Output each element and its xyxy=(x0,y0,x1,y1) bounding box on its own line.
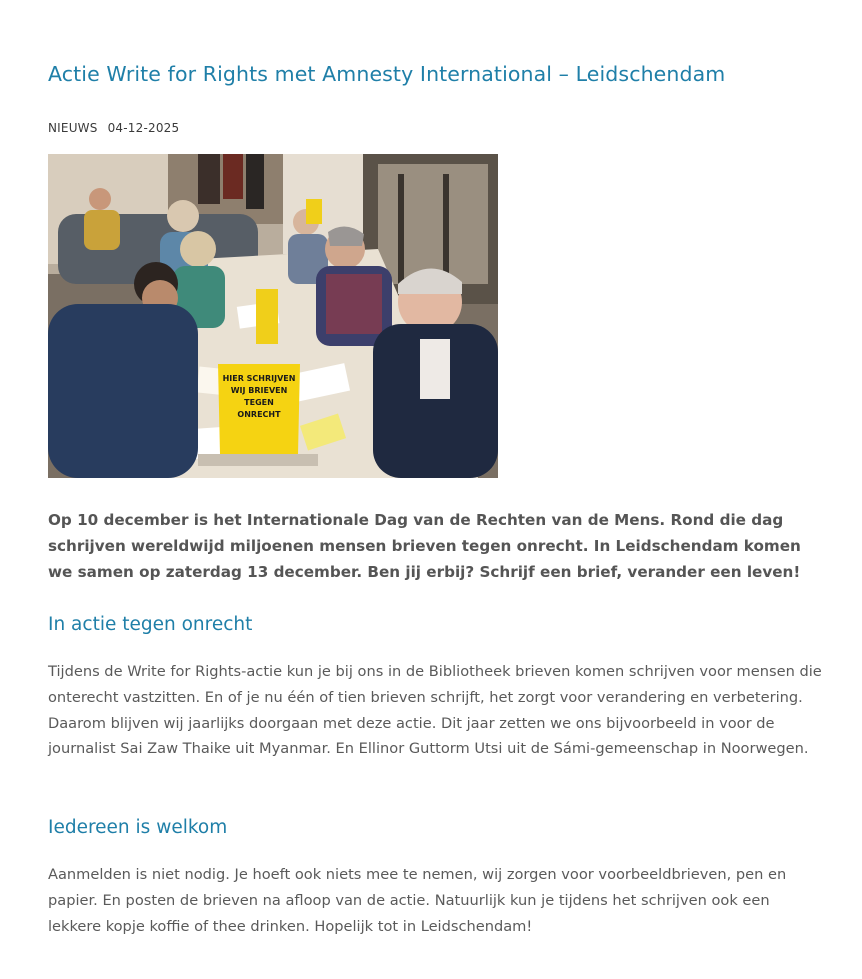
sign-line-2: WIJ BRIEVEN xyxy=(230,386,288,395)
sign-line-3: TEGEN xyxy=(244,398,274,407)
sign-line-1: HIER SCHRIJVEN xyxy=(222,374,296,383)
section-body-welcome: Aanmelden is niet nodig. Je hoeft ook niets mee te nemen, wij zorgen voor voorbeeldbrieven, pen en papier. En posten de brieven na afloop van de actie. Natuurlijk kun je tijdens het schrijven ook een lekkere kopje koffie of thee drinken. Hopelijk tot in Leidschendam! xyxy=(48,866,787,935)
section-heading-welcome: Iedereen is welkom xyxy=(48,817,228,838)
section-body-action: Tijdens de Write for Rights-actie kun je bij ons in de Bibliotheek brieven komen schrijven voor mensen die onterecht vastzitten. En of je nu één of tien brieven schrijft, het zorgt voor verandering en verbetering. Daarom blijven wij jaarlijks doorgaan met deze actie. Dit jaar zetten we ons bijvoorbeeld in voor de journalist Sai Zaw Thaike uit Myanmar. En Ellinor Guttorm Utsi uit de Sámi-gemeenschap in Noorwegen. xyxy=(48,663,822,758)
sign-line-4: ONRECHT xyxy=(237,410,281,419)
category-label: NIEUWS xyxy=(48,121,98,135)
publish-date: 04-12-2025 xyxy=(107,121,180,135)
article-lead: Op 10 december is het Internationale Dag van de Rechten van de Mens. Rond die dag schrijven wereldwijd miljoenen mensen brieven tegen onrecht. In Leidschendam komen we samen op zaterdag 13 december. Ben jij erbij? Schrijf een brief, verander een leven! xyxy=(48,511,801,581)
article-photo xyxy=(48,154,498,478)
section-heading-action: In actie tegen onrecht xyxy=(48,614,253,635)
article-title: Actie Write for Rights met Amnesty International – Leidschendam xyxy=(48,62,726,86)
photo-illustration xyxy=(48,154,498,478)
article-meta xyxy=(48,121,179,135)
